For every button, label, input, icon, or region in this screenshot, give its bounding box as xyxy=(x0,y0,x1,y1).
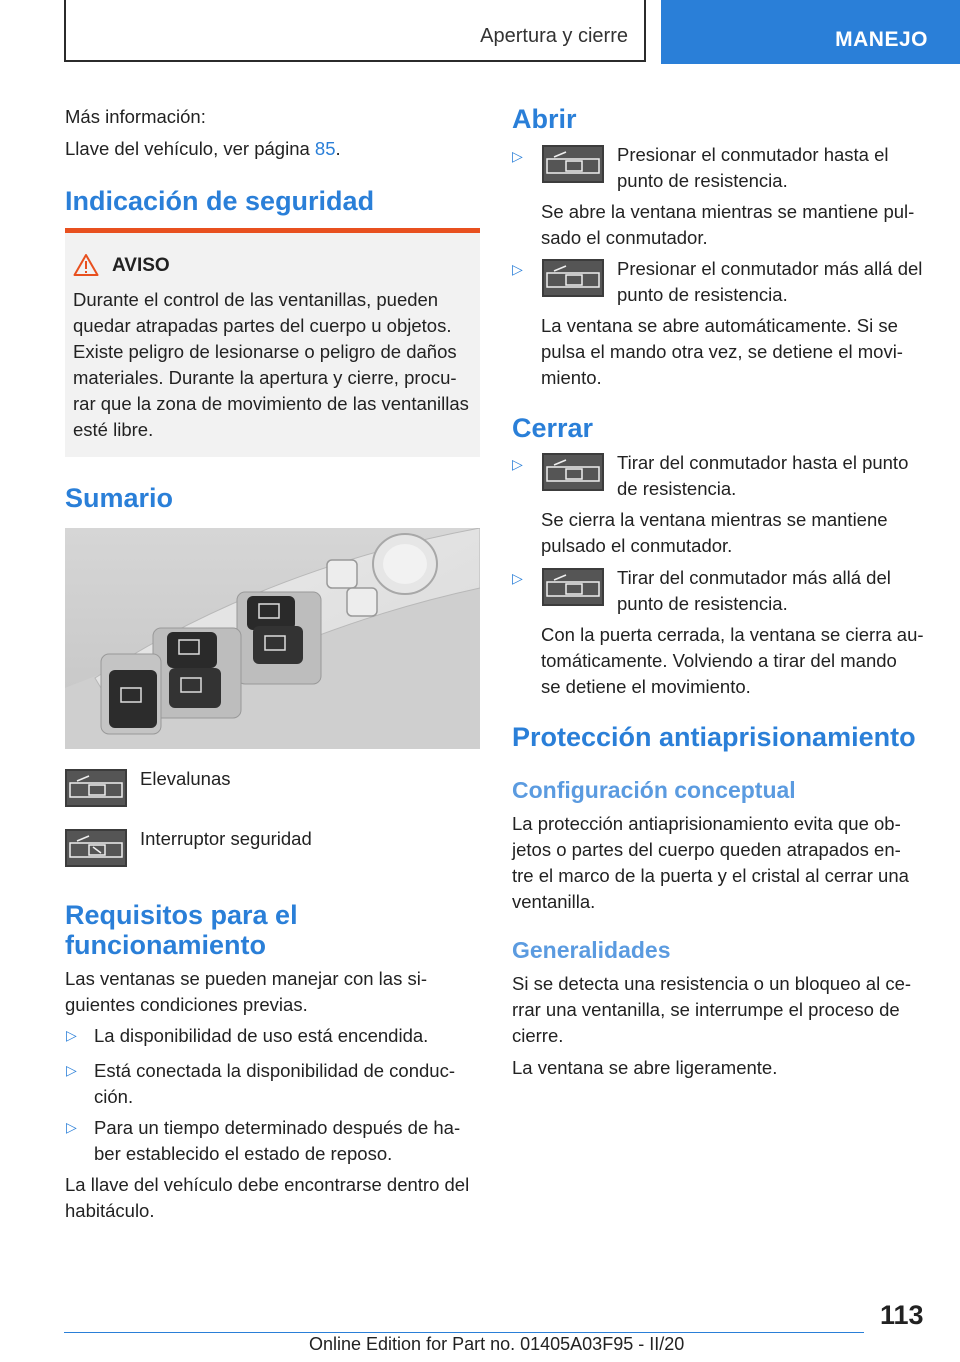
bullet-icon: ▷ xyxy=(512,261,523,277)
open-action: Presionar el conmutador más allá del xyxy=(617,258,923,279)
header-section-box xyxy=(64,0,646,62)
close-heading: Cerrar xyxy=(512,413,594,443)
legend-label-window-lift: Elevalunas xyxy=(140,768,231,789)
requirement-item: La disponibilidad de uso está encendida. xyxy=(94,1025,429,1046)
close-action-cont: punto de resistencia. xyxy=(617,593,788,614)
bullet-icon: ▷ xyxy=(66,1062,77,1078)
summary-heading: Sumario xyxy=(65,483,174,513)
close-action-cont: de resistencia. xyxy=(617,478,737,499)
close-result: Con la puerta cerrada, la ventana se cierra au- xyxy=(541,624,924,645)
section-title: Apertura y cierre xyxy=(480,25,628,47)
key-reference-dot: . xyxy=(335,138,341,159)
general-heading: Generalidades xyxy=(512,937,671,963)
warning-line: Existe peligro de lesionarse o peligro de daños xyxy=(73,341,457,362)
close-result: Se cierra la ventana mientras se mantiene xyxy=(541,509,888,530)
switch-pull-icon xyxy=(542,568,604,606)
bullet-icon: ▷ xyxy=(66,1119,77,1135)
warning-line: rar que la zona de movimiento de las ventanillas xyxy=(73,393,469,414)
concept-line: jetos o partes del cuerpo queden atrapados en- xyxy=(512,839,901,860)
open-result: La ventana se abre automáticamente. Si se xyxy=(541,315,898,336)
general-line: cierre. xyxy=(512,1025,564,1046)
requirements-intro: guientes condiciones previas. xyxy=(65,994,308,1015)
close-action: Tirar del conmutador más allá del xyxy=(617,567,891,588)
bullet-icon: ▷ xyxy=(512,570,523,586)
more-info-label: Más información: xyxy=(65,106,206,127)
open-result-cont: pulsa el mando otra vez, se detiene el movi- xyxy=(541,341,903,362)
general-line: rrar una ventanilla, se interrumpe el proceso de xyxy=(512,999,900,1020)
warning-line: materiales. Durante la apertura y cierre, procu- xyxy=(73,367,457,388)
open-action-cont: punto de resistencia. xyxy=(617,170,788,191)
close-result-cont: tomáticamente. Volviendo a tirar del mando xyxy=(541,650,897,671)
footer-divider xyxy=(64,1332,864,1333)
requirements-heading: Requisitos para el xyxy=(65,900,298,930)
switch-press-icon xyxy=(542,145,604,183)
safety-switch-icon xyxy=(65,829,127,867)
general-line: Si se detecta una resistencia o un bloqueo al ce- xyxy=(512,973,912,994)
key-reference xyxy=(65,136,341,161)
protection-heading: Protección antiaprisionamiento xyxy=(512,722,916,752)
requirement-item-cont: ción. xyxy=(94,1086,134,1107)
open-action: Presionar el conmutador hasta el xyxy=(617,144,889,165)
requirements-outro: habitáculo. xyxy=(65,1200,155,1221)
open-heading: Abrir xyxy=(512,104,577,134)
legend-label-safety-switch: Interruptor seguridad xyxy=(140,828,312,849)
key-reference-text: Llave del vehículo, ver página xyxy=(65,138,315,159)
chapter-title: MANEJO xyxy=(835,28,928,51)
warning-triangle-icon xyxy=(73,253,99,277)
bullet-icon: ▷ xyxy=(66,1027,77,1043)
edition-note: Online Edition for Part no. 01405A03F95 - II/20 xyxy=(309,1334,685,1354)
requirements-outro: La llave del vehículo debe encontrarse dentro del xyxy=(65,1174,470,1195)
open-result-cont: miento. xyxy=(541,367,602,388)
requirement-item-cont: ber establecido el estado de reposo. xyxy=(94,1143,393,1164)
switch-pull-icon xyxy=(542,453,604,491)
window-switch-photo xyxy=(65,528,480,749)
open-result-cont: sado el conmutador. xyxy=(541,227,708,248)
open-result: Se abre la ventana mientras se mantiene pul- xyxy=(541,201,915,222)
bullet-icon: ▷ xyxy=(512,456,523,472)
page-number: 113 xyxy=(880,1300,924,1330)
warning-line: quedar atrapadas partes del cuerpo u objetos. xyxy=(73,315,452,336)
concept-line: La protección antiaprisionamiento evita que ob- xyxy=(512,813,901,834)
bullet-icon: ▷ xyxy=(512,148,523,164)
open-action-cont: punto de resistencia. xyxy=(617,284,788,305)
safety-heading: Indicación de seguridad xyxy=(65,186,375,216)
requirement-item: Está conectada la disponibilidad de conduc- xyxy=(94,1060,455,1081)
window-lift-icon xyxy=(65,769,127,807)
concept-line: ventanilla. xyxy=(512,891,596,912)
general-final: La ventana se abre ligeramente. xyxy=(512,1057,778,1078)
requirements-intro: Las ventanas se pueden manejar con las si- xyxy=(65,968,427,989)
requirements-heading-cont: funcionamiento xyxy=(65,930,266,960)
close-result-cont: se detiene el movimiento. xyxy=(541,676,751,697)
close-result-cont: pulsado el conmutador. xyxy=(541,535,733,556)
warning-title: AVISO xyxy=(112,255,170,276)
warning-line: esté libre. xyxy=(73,419,154,440)
requirement-item: Para un tiempo determinado después de ha- xyxy=(94,1117,461,1138)
page-link[interactable]: 85 xyxy=(314,138,336,159)
concept-heading: Configuración conceptual xyxy=(512,777,796,803)
warning-line: Durante el control de las ventanillas, pueden xyxy=(73,289,439,310)
concept-line: tre el marco de la puerta y el cristal al cerrar una xyxy=(512,865,909,886)
close-action: Tirar del conmutador hasta el punto xyxy=(617,452,909,473)
chapter-tab[interactable] xyxy=(661,0,960,64)
switch-press-icon xyxy=(542,259,604,297)
